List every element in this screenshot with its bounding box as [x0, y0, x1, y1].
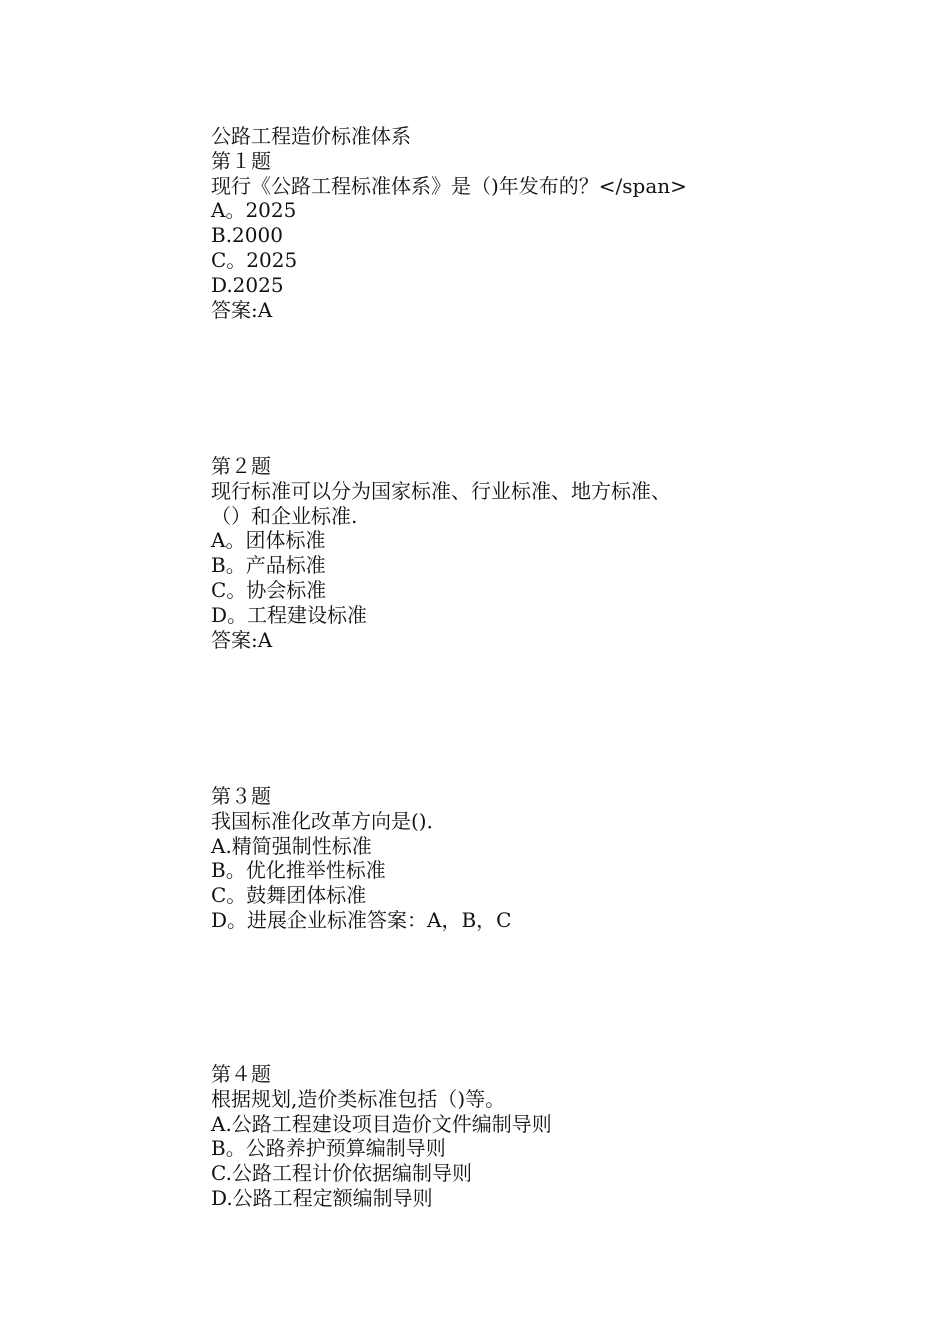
- option-c: C。2025: [211, 247, 298, 272]
- option-a: A.精简强制性标准: [211, 833, 372, 858]
- question-number: 第２题: [211, 454, 271, 478]
- document-title: 公路工程造价标准体系: [211, 124, 411, 148]
- option-b: B。产品标准: [211, 553, 326, 578]
- question-1: [211, 124, 687, 322]
- option-d: D.2025: [211, 272, 284, 297]
- question-stem: 我国标准化改革方向是()．: [211, 808, 447, 833]
- option-d: D.公路工程定额编制导则: [211, 1185, 433, 1210]
- question-stem-line-1: 现行标准可以分为国家标准、行业标准、地方标准、: [211, 478, 671, 503]
- question-number: 第４题: [211, 1062, 271, 1086]
- option-a: A。2025: [211, 198, 297, 223]
- option-b: B。公路养护预算编制导则: [211, 1136, 446, 1161]
- answer: 答案:A: [211, 627, 273, 652]
- option-b: B。优化推举性标准: [211, 858, 386, 883]
- option-c: C。鼓舞团体标准: [211, 883, 367, 908]
- question-stem: 现行《公路工程标准体系》是（)年发布的？</span>: [211, 173, 687, 198]
- option-c: C.公路工程计价依据编制导则: [211, 1161, 472, 1186]
- option-b: B.2000: [211, 223, 283, 248]
- question-2: [211, 454, 671, 652]
- question-4: [211, 1062, 552, 1211]
- option-d-with-answer: D。进展企业标准答案：A，B，C: [211, 907, 512, 932]
- option-a: A。团体标准: [211, 528, 326, 553]
- question-stem: 根据规划,造价类标准包括（)等。: [211, 1086, 506, 1111]
- option-d: D。工程建设标准: [211, 602, 368, 627]
- question-stem-line-2: （）和企业标准.: [211, 503, 358, 528]
- option-c: C。协会标准: [211, 577, 327, 602]
- question-3: [211, 784, 511, 933]
- question-number: 第１题: [211, 148, 271, 173]
- option-a: A.公路工程建设项目造价文件编制导则: [211, 1111, 552, 1136]
- question-number: 第３题: [211, 784, 271, 808]
- answer: 答案:A: [211, 297, 273, 322]
